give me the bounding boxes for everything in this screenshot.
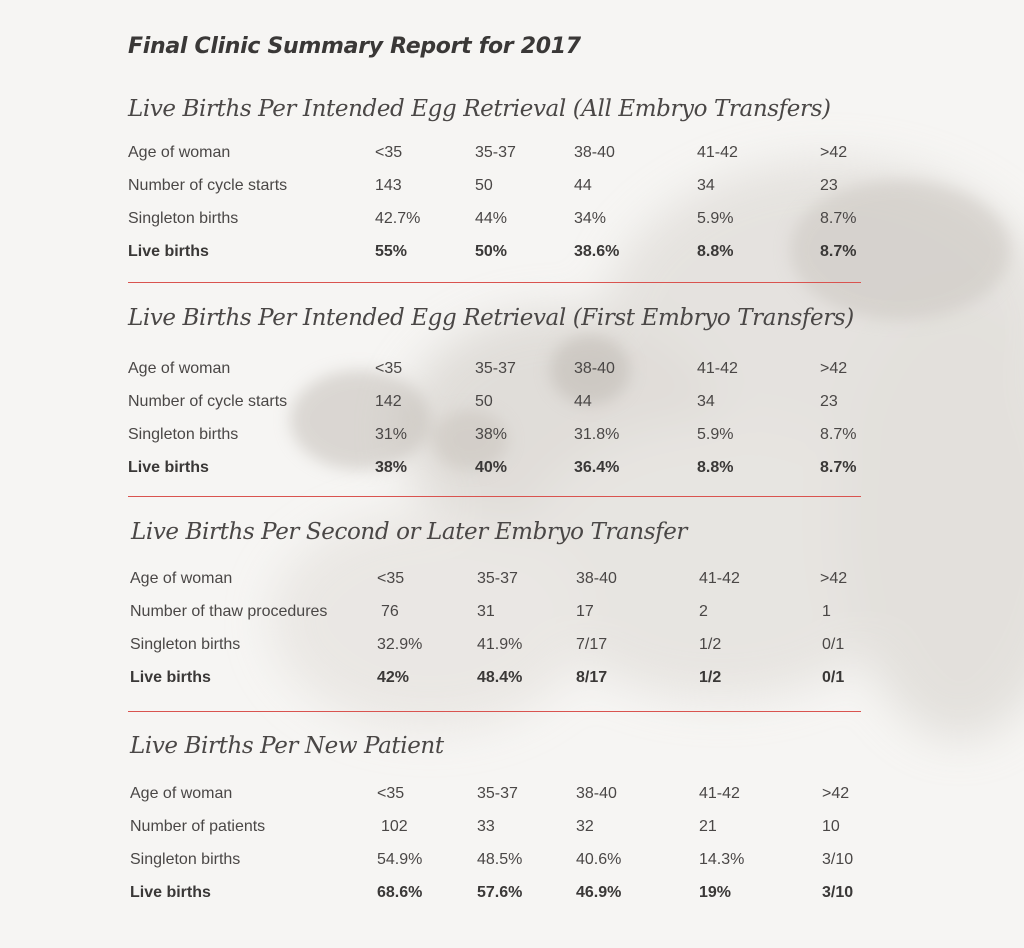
table-row: [0, 393, 1024, 423]
table-row: [0, 785, 1024, 815]
table-row-live-births: [0, 669, 1024, 699]
cell: <35: [375, 360, 403, 377]
cell: 8.7%: [820, 459, 857, 476]
table-row: [0, 426, 1024, 456]
table-row: [0, 177, 1024, 207]
table-row-live-births: [0, 243, 1024, 273]
cell: 44: [574, 393, 592, 410]
cell: 102: [381, 818, 408, 835]
table-row-live-births: [0, 884, 1024, 914]
cell: 32.9%: [377, 636, 423, 653]
row-label: Singleton births: [128, 426, 239, 443]
table-row: [0, 570, 1024, 600]
cell: 44%: [475, 210, 508, 227]
cell: 38-40: [576, 570, 617, 587]
cell: >42: [820, 360, 848, 377]
table-row: [0, 603, 1024, 633]
row-label: Live births: [130, 669, 211, 686]
cell: 5.9%: [697, 426, 734, 443]
cell: 14.3%: [699, 851, 745, 868]
cell: 48.5%: [477, 851, 523, 868]
cell: 41-42: [699, 785, 740, 802]
cell: 23: [820, 393, 838, 410]
cell: 34: [697, 393, 715, 410]
cell: 55%: [375, 243, 408, 260]
cell: 19%: [699, 884, 732, 901]
cell: 17: [576, 603, 594, 620]
section-title: Live Births Per Second or Later Embryo Transfer: [131, 519, 688, 545]
cell: 8.8%: [697, 459, 734, 476]
cell: 8.8%: [697, 243, 734, 260]
cell: 7/17: [576, 636, 608, 653]
row-label: Live births: [130, 884, 211, 901]
cell: 10: [822, 818, 840, 835]
cell: <35: [375, 144, 403, 161]
cell: 54.9%: [377, 851, 423, 868]
cell: 34: [697, 177, 715, 194]
cell: 33: [477, 818, 495, 835]
cell: 32: [576, 818, 594, 835]
cell: 0/1: [822, 669, 845, 686]
cell: 143: [375, 177, 402, 194]
cell: 40%: [475, 459, 508, 476]
cell: 68.6%: [377, 884, 423, 901]
cell: 44: [574, 177, 592, 194]
cell: 41-42: [697, 360, 738, 377]
table-row: [0, 360, 1024, 390]
section-divider: [128, 496, 861, 497]
cell: 3/10: [822, 884, 854, 901]
cell: 40.6%: [576, 851, 622, 868]
cell: 57.6%: [477, 884, 523, 901]
cell: 1/2: [699, 636, 722, 653]
cell: 38-40: [574, 144, 615, 161]
row-label: Live births: [128, 243, 209, 260]
table-row: [0, 851, 1024, 881]
cell: 48.4%: [477, 669, 523, 686]
table-row: [0, 818, 1024, 848]
cell: <35: [377, 570, 405, 587]
cell: 142: [375, 393, 402, 410]
section-title: Live Births Per New Patient: [130, 733, 444, 759]
cell: >42: [820, 570, 848, 587]
cell: 31%: [375, 426, 408, 443]
cell: 23: [820, 177, 838, 194]
cell: 38-40: [576, 785, 617, 802]
cell: 8.7%: [820, 243, 857, 260]
cell: 35-37: [477, 570, 518, 587]
row-label: Age of woman: [130, 785, 233, 802]
cell: 31.8%: [574, 426, 620, 443]
table-row: [0, 636, 1024, 666]
cell: 41-42: [697, 144, 738, 161]
cell: 50: [475, 393, 493, 410]
section-title: Live Births Per Intended Egg Retrieval (First Embryo Transfers): [128, 305, 854, 331]
cell: >42: [820, 144, 848, 161]
cell: 31: [477, 603, 495, 620]
cell: >42: [822, 785, 850, 802]
cell: 38%: [375, 459, 408, 476]
section-divider: [128, 282, 861, 283]
row-label: Number of thaw procedures: [130, 603, 328, 620]
row-label: Number of patients: [130, 818, 266, 835]
cell: 21: [699, 818, 717, 835]
cell: 38-40: [574, 360, 615, 377]
cell: 42%: [377, 669, 410, 686]
cell: 0/1: [822, 636, 845, 653]
cell: 1/2: [699, 669, 722, 686]
cell: 76: [381, 603, 399, 620]
row-label: Singleton births: [128, 210, 239, 227]
cell: 38%: [475, 426, 508, 443]
cell: 8.7%: [820, 210, 857, 227]
row-label: Age of woman: [128, 144, 231, 161]
cell: 50%: [475, 243, 508, 260]
section-title: Live Births Per Intended Egg Retrieval (All Embryo Transfers): [128, 96, 831, 122]
cell: 50: [475, 177, 493, 194]
cell: 3/10: [822, 851, 854, 868]
section-divider: [128, 711, 861, 712]
table-row: [0, 144, 1024, 174]
cell: 36.4%: [574, 459, 620, 476]
cell: 8/17: [576, 669, 608, 686]
cell: 41-42: [699, 570, 740, 587]
cell: 5.9%: [697, 210, 734, 227]
cell: 35-37: [475, 360, 516, 377]
cell: 2: [699, 603, 708, 620]
cell: 38.6%: [574, 243, 620, 260]
row-label: Singleton births: [130, 851, 241, 868]
row-label: Age of woman: [130, 570, 233, 587]
cell: 41.9%: [477, 636, 523, 653]
cell: 35-37: [475, 144, 516, 161]
row-label: Number of cycle starts: [128, 393, 288, 410]
table-row: [0, 210, 1024, 240]
table-row-live-births: [0, 459, 1024, 489]
cell: 8.7%: [820, 426, 857, 443]
row-label: Live births: [128, 459, 209, 476]
row-label: Number of cycle starts: [128, 177, 288, 194]
row-label: Singleton births: [130, 636, 241, 653]
row-label: Age of woman: [128, 360, 231, 377]
cell: 1: [822, 603, 831, 620]
cell: <35: [377, 785, 405, 802]
report-title: Final Clinic Summary Report for 2017: [128, 34, 581, 59]
cell: 35-37: [477, 785, 518, 802]
cell: 46.9%: [576, 884, 622, 901]
cell: 34%: [574, 210, 607, 227]
cell: 42.7%: [375, 210, 421, 227]
